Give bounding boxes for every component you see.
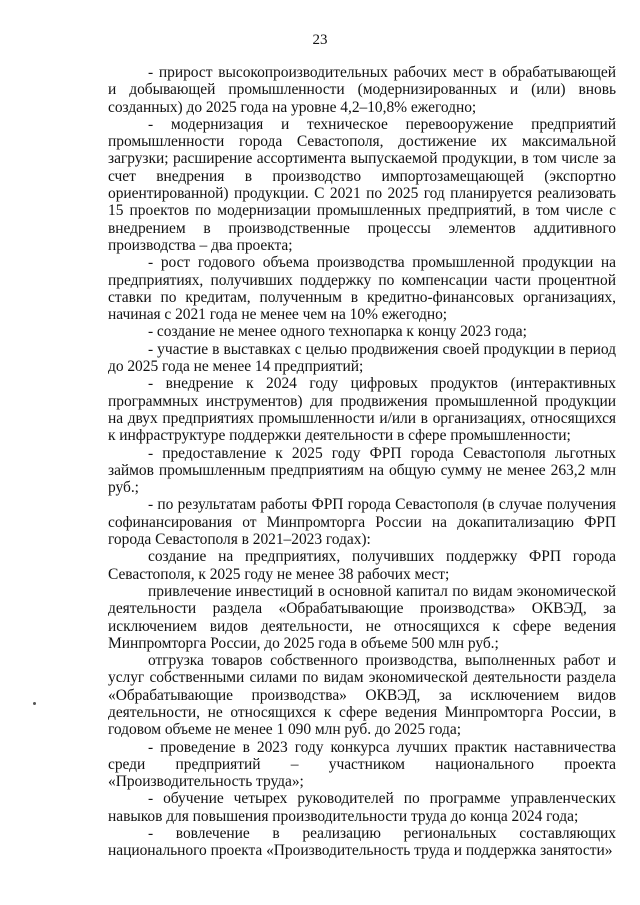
paragraph: отгрузка товаров собственного производства, выполненных работ и услуг собственными силами по видам экономической деятельности раздела «Обрабатывающие производства» ОКВЭД, за исключением видов деятельности, не относящихся к сфере ведения Минпромторга России, в годовом объеме не менее 1 090 млн руб. до 2025 года; [108,652,616,739]
document-body [108,64,616,860]
paragraph: - рост годового объема производства промышленной продукции на предприятиях, получивших поддержку по компенсации части процентной ставки по кредитам, полученным в кредитно-финансовых организациях, начиная с 2021 года не менее чем на 10% ежегодно; [108,254,616,324]
paragraph: - предоставление к 2025 году ФРП города Севастополя льготных займов промышленным предприятиям на общую сумму не менее 263,2 млн руб.; [108,444,616,497]
page-number: 23 [312,32,328,48]
paragraph: - прирост высокопроизводительных рабочих мест в обрабатывающей и добывающей промышленности (модернизированных и (или) вновь созданных) до 2025 года на уровне 4,2–10,8% ежегодно; [108,64,616,116]
paragraph: привлечение инвестиций в основной капитал по видам экономической деятельности раздела «Обрабатывающие производства» ОКВЭД, за исключением видов деятельности, не относящихся к сфере ведения Минпромторга России, до 2025 года в объеме 500 млн руб.; [108,582,616,652]
paragraph: - обучение четырех руководителей по программе управленческих навыков для повышения производительности труда до конца 2024 года; [108,790,616,825]
paragraph: - создание не менее одного технопарка к концу 2023 года; [148,323,527,341]
scan-speck [33,702,36,705]
paragraph: - проведение в 2023 году конкурса лучших практик наставничества среди предприятий – участником национального проекта «Производительность труда»; [108,738,616,791]
paragraph: создание на предприятиях, получивших поддержку ФРП города Севастополя, к 2025 году не менее 38 рабочих мест; [108,548,616,583]
paragraph: - участие в выставках с целью продвижения своей продукции в период до 2025 года не менее 14 предприятий; [108,340,616,376]
paragraph: - по результатам работы ФРП города Севастополя (в случае получения софинансирования от Минпромторга России на докапитализацию ФРП города Севастополя в 2021–2023 годах): [108,496,616,549]
paragraph: - модернизация и техническое перевооружение предприятий промышленности города Севастополя, достижение их максимальной загрузки; расширение ассортимента выпускаемой продукции, в том числе за счет внедрения в производство импортозамещающей (экспортно ориентированной) продукции. С 2021 по 2025 год планируется реализовать 15 проектов по модернизации промышленных предприятий, в том числе с внедрением в производственные процессы элементов аддитивного производства – два проекта; [108,115,616,254]
paragraph: - внедрение к 2024 году цифровых продуктов (интерактивных программных инструментов) для продвижения промышленной продукции на двух предприятиях промышленности и/или в организациях, относящихся к инфраструктуре поддержки деятельности в сфере промышленности; [108,375,616,445]
paragraph: - вовлечение в реализацию региональных составляющих национального проекта «Производительность труда и поддержка занятости» [108,825,616,860]
